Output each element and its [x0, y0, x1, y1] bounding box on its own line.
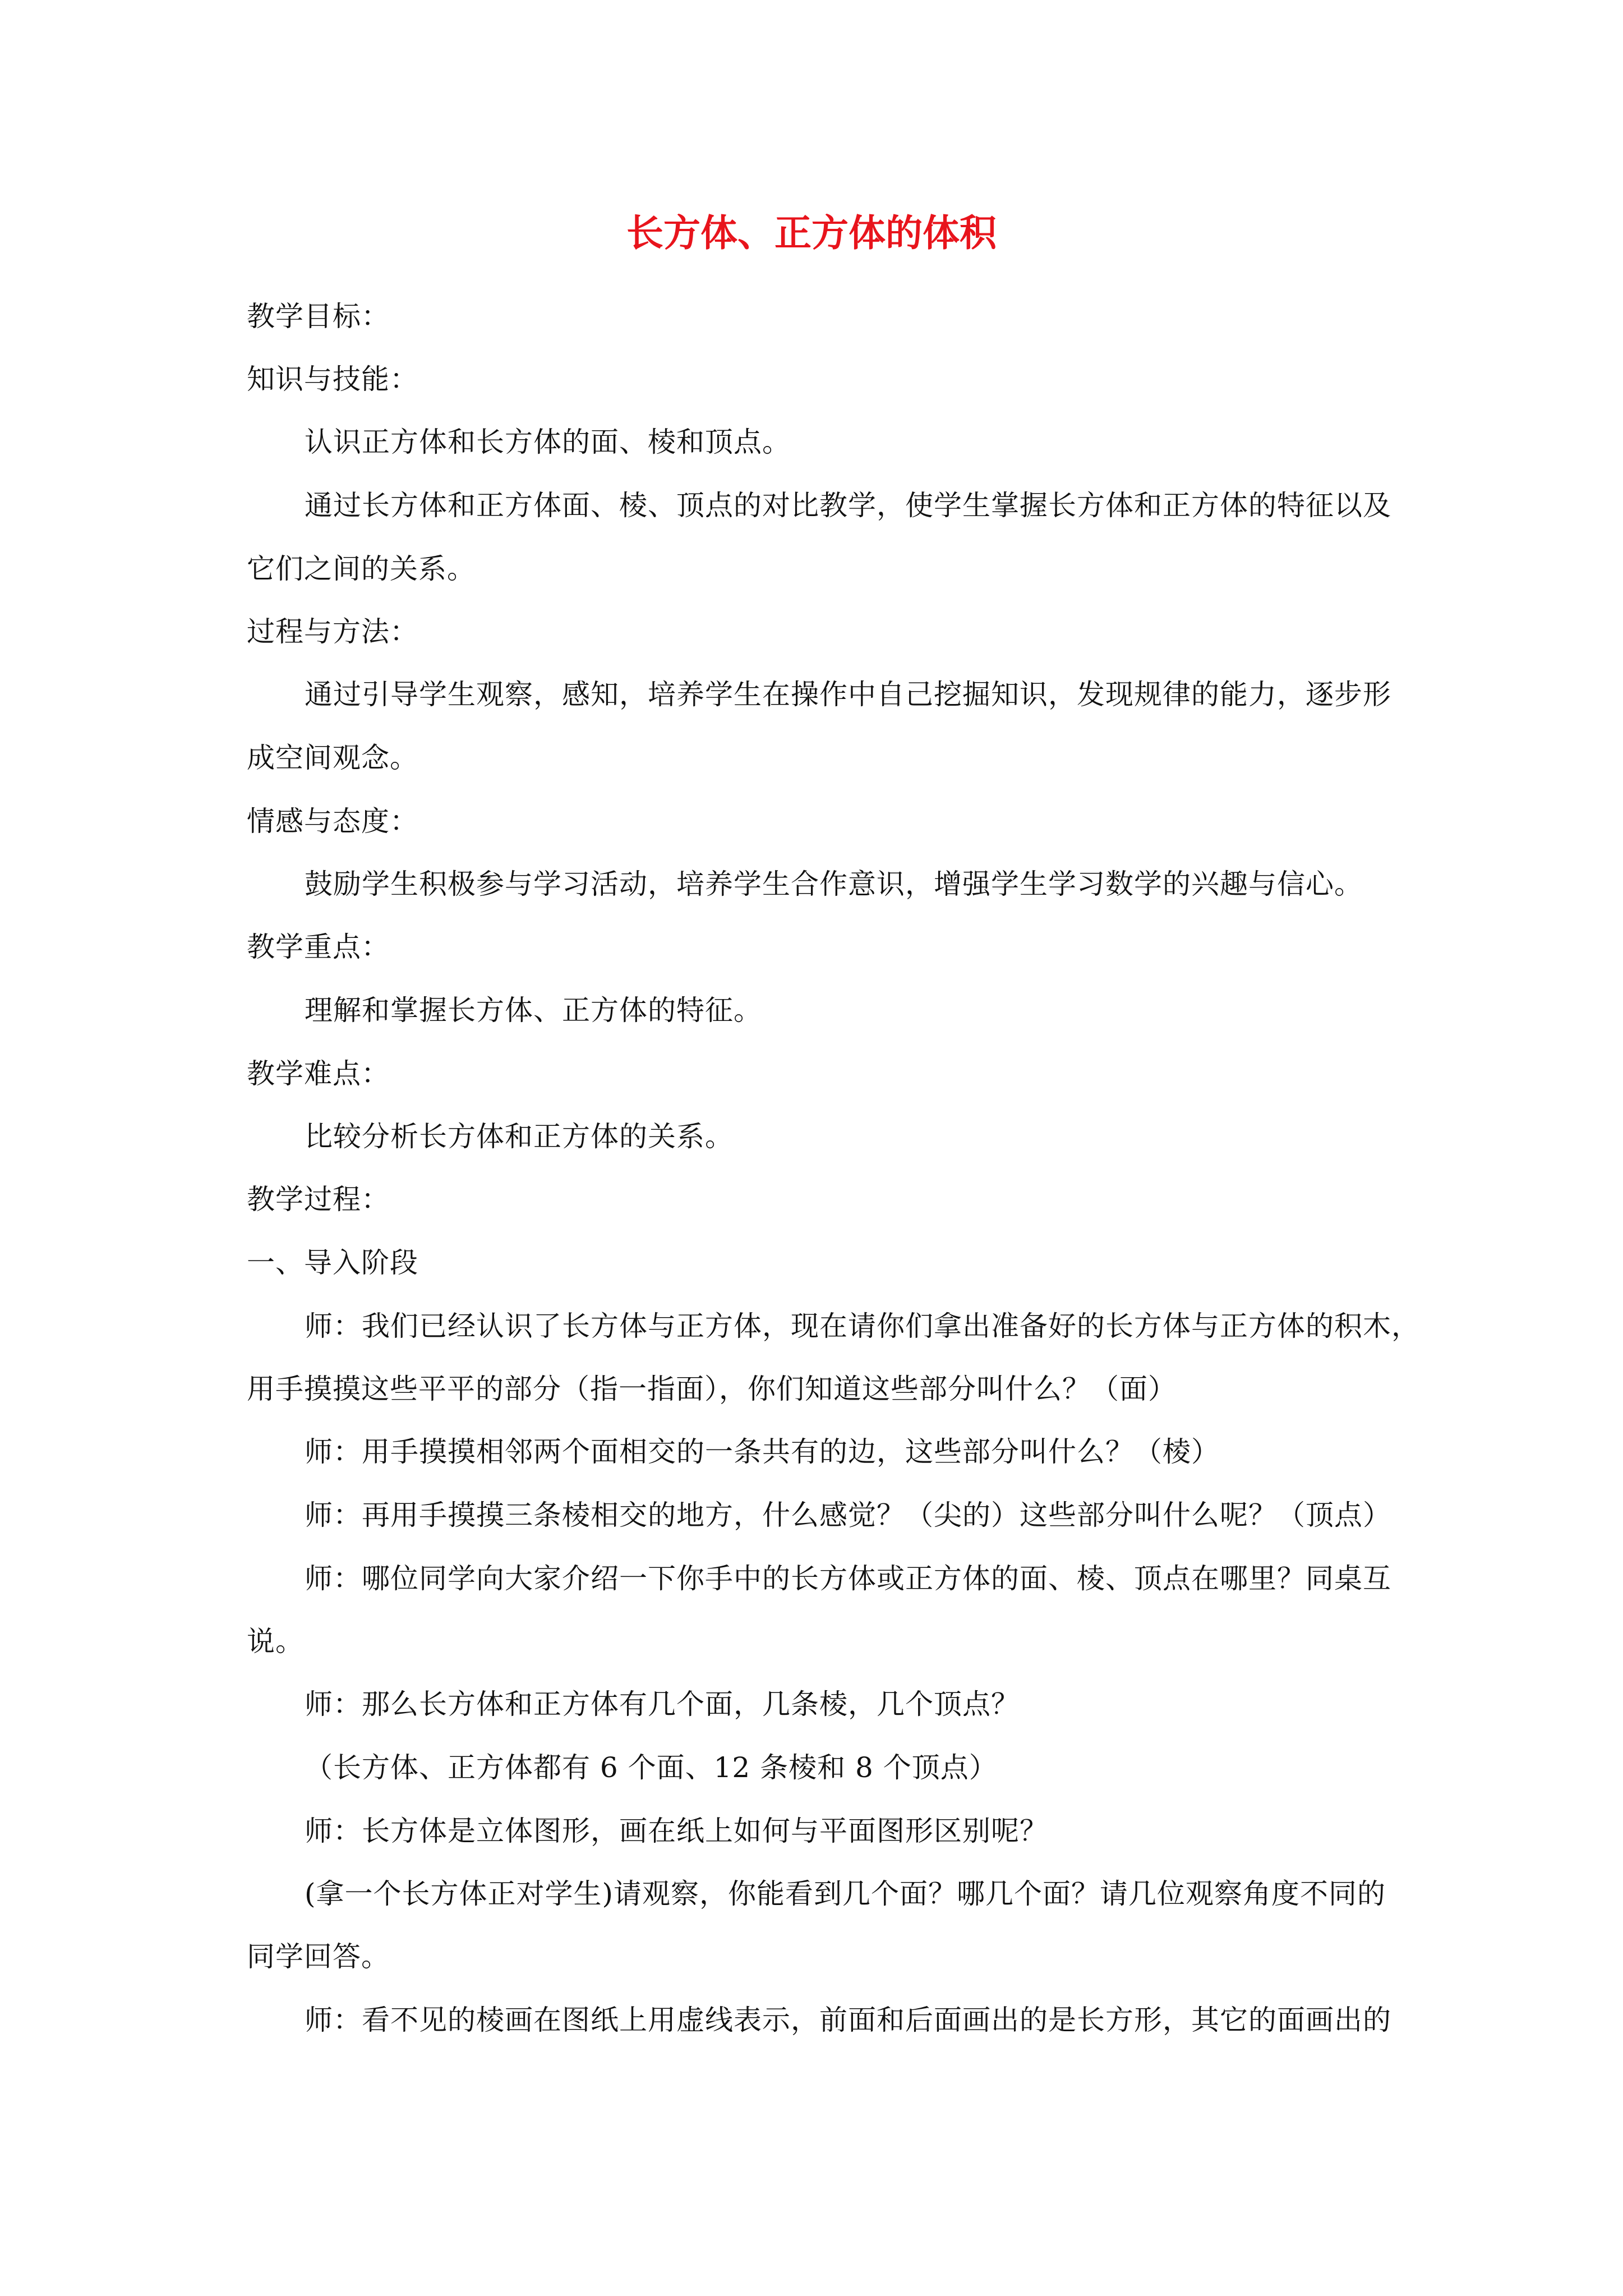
heading-knowledge-skills: 知识与技能：: [247, 363, 418, 395]
paragraph-line: 师：再用手摸摸三条棱相交的地方，什么感觉？（尖的）这些部分叫什么呢？（顶点）: [305, 1499, 1391, 1531]
paragraph-line: 师：哪位同学向大家介绍一下你手中的长方体或正方体的面、棱、顶点在哪里？同桌互: [305, 1562, 1391, 1595]
paragraph-line: 师：我们已经认识了长方体与正方体，现在请你们拿出准备好的长方体与正方体的积木，: [305, 1310, 1420, 1342]
paragraph-line: 成空间观念。: [247, 742, 418, 774]
paragraph-line: 师：用手摸摸相邻两个面相交的一条共有的边，这些部分叫什么？（棱）: [305, 1435, 1220, 1468]
paragraph-line: （长方体、正方体都有 6 个面、12 条棱和 8 个顶点）: [305, 1751, 998, 1784]
paragraph-line: 师：长方体是立体图形，画在纸上如何与平面图形区别呢？: [305, 1815, 1048, 1847]
paragraph-line: 它们之间的关系。: [247, 553, 476, 585]
paragraph-line: 通过引导学生观察，感知，培养学生在操作中自己挖掘知识，发现规律的能力，逐步形: [305, 678, 1391, 711]
heading-emotion-attitude: 情感与态度：: [247, 805, 418, 838]
paragraph-line: 理解和掌握长方体、正方体的特征。: [305, 994, 762, 1027]
paragraph-line: 用手摸摸这些平平的部分（指一指面），你们知道这些部分叫什么？（面）: [247, 1373, 1177, 1405]
paragraph-line: 比较分析长方体和正方体的关系。: [305, 1120, 734, 1153]
paragraph-line: 同学回答。: [247, 1940, 390, 1973]
paragraph-line: 师：看不见的棱画在图纸上用虚线表示，前面和后面画出的是长方形，其它的面画出的: [305, 2004, 1391, 2036]
heading-intro-stage: 一、导入阶段: [247, 1246, 418, 1279]
paragraph-line: 师：那么长方体和正方体有几个面，几条棱，几个顶点？: [305, 1688, 1020, 1720]
heading-key-points: 教学重点：: [247, 931, 390, 963]
heading-teaching-goals: 教学目标：: [247, 300, 390, 333]
document-title: 长方体、正方体的体积: [626, 211, 997, 255]
paragraph-line: 鼓励学生积极参与学习活动，培养学生合作意识，增强学生学习数学的兴趣与信心。: [305, 868, 1363, 900]
paragraph-line: 认识正方体和长方体的面、棱和顶点。: [305, 426, 791, 458]
heading-process-methods: 过程与方法：: [247, 615, 418, 648]
paragraph-line: (拿一个长方体正对学生)请观察，你能看到几个面？哪几个面？请几位观察角度不同的: [305, 1878, 1386, 1910]
paragraph-line: 通过长方体和正方体面、棱、顶点的对比教学，使学生掌握长方体和正方体的特征以及: [305, 489, 1391, 522]
paragraph-line: 说。: [247, 1625, 304, 1658]
heading-difficulties: 教学难点：: [247, 1057, 390, 1090]
heading-teaching-process: 教学过程：: [247, 1183, 390, 1216]
